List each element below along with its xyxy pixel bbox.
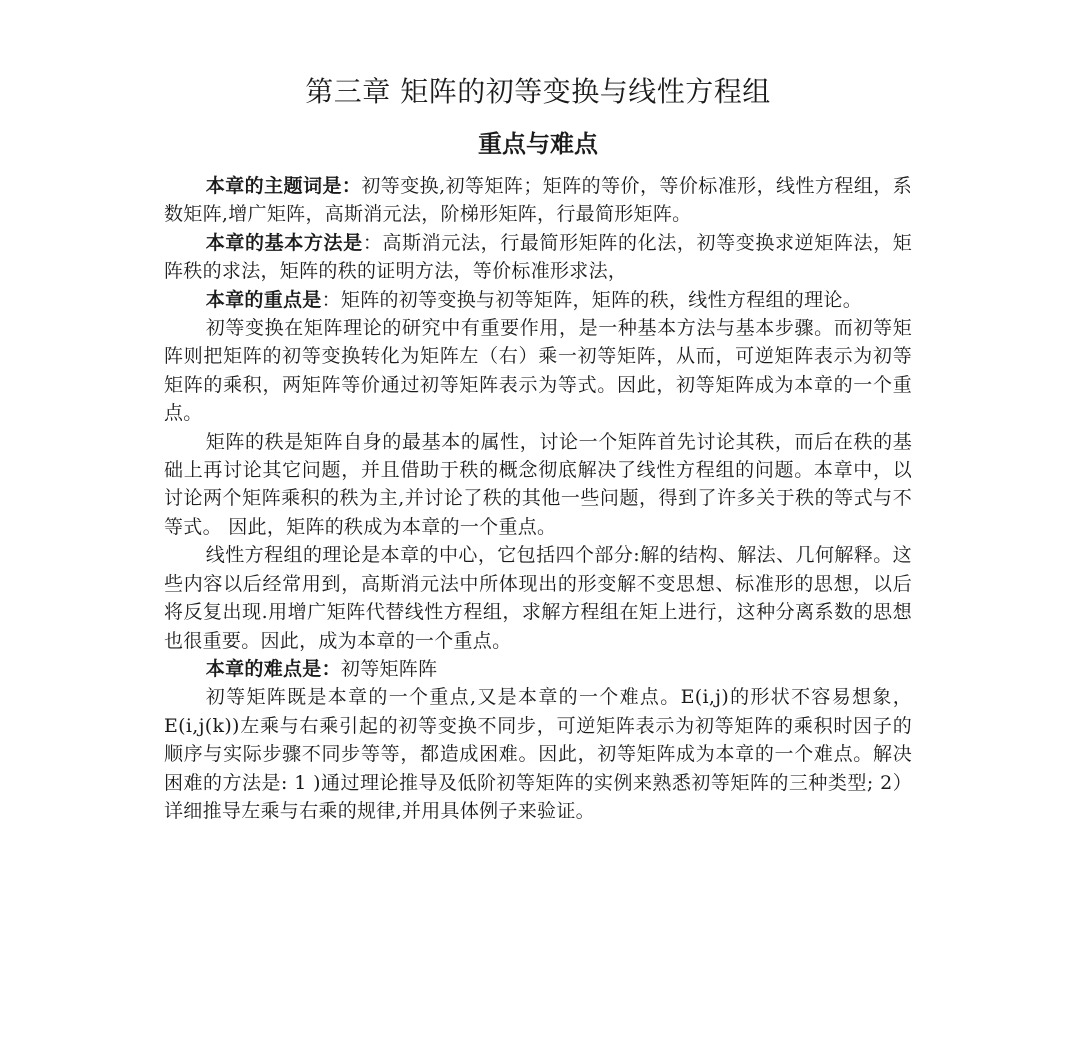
paragraph-text: 初等矩阵阵 <box>340 657 438 680</box>
paragraph-lead: 本章的难点是： <box>205 657 341 680</box>
paragraph-text: 矩阵的秩是矩阵自身的最基本的属性，讨论一个矩阵首先讨论其秩，而后在秩的基础上再讨论其它问题，并且借助于秩的概念彻底解决了线性方程组的问题。本章中，以讨论两个矩阵乘积的秩为主,并讨论了秩的其他一些问题，得到了许多关于秩的等式与不等式。 因此，矩阵的秩成为本章的一个重点。 <box>164 430 912 538</box>
paragraph-text: 初等变换,初等矩阵；矩阵的等价，等价标准形，线性方程组，系数矩阵,增广矩阵，高斯消元法，阶梯形矩阵，行最简形矩阵。 <box>164 175 912 226</box>
paragraph-methods <box>164 229 912 286</box>
document-page <box>164 70 912 825</box>
paragraph-text: 线性方程组的理论是本章的中心，它包括四个部分:解的结构、解法、几何解释。这些内容以后经常用到，高斯消元法中所体现出的形变解不变思想、标准形的思想，以后将反复出现.用增广矩阵代替线性方程组，求解方程组在矩上进行，这种分离系数的思想也很重要。因此，成为本章的一个重点。 <box>164 544 912 652</box>
paragraph-elementary-matrix <box>164 683 912 825</box>
paragraph-text: ：高斯消元法，行最简形矩阵的化法，初等变换求逆矩阵法，矩阵秩的求法，矩阵的秩的证明方法，等价标准形求法， <box>164 231 913 283</box>
paragraph-text: 初等矩阵既是本章的一个重点,又是本章的一个难点。E(i,j)的形状不容易想象，E(i,j(k))左乘与右乘引起的初等变换不同步，可逆矩阵表示为初等矩阵的乘积时因子的顺序与实际步骤不同步等等，都造成困难。因此，初等矩阵成为本章的一个难点。解决困难的方法是: 1 )通过理论推导及低阶初等矩阵的实例来熟悉初等矩阵的三种类型; 2）详细推导左乘与右乘的规律,并用具体例子来验证。 <box>164 686 912 822</box>
chapter-title: 第三章 矩阵的初等变换与线性方程组 <box>305 75 771 108</box>
paragraph-elementary-transform <box>164 314 912 428</box>
section-title: 重点与难点 <box>478 129 598 158</box>
paragraph-difficulty <box>164 655 912 683</box>
paragraph-text: 初等变换在矩阵理论的研究中有重要作用，是一种基本方法与基本步骤。而初等矩阵则把矩阵的初等变换转化为矩阵左（右）乘一初等矩阵，从而，可逆矩阵表示为初等矩阵的乘积，两矩阵等价通过初等矩阵表示为等式。因此，初等矩阵成为本章的一个重点。 <box>164 317 912 425</box>
paragraph-rank <box>164 428 912 542</box>
paragraph-text: ：矩阵的初等变换与初等矩阵，矩阵的秩，线性方程组的理论。 <box>321 288 863 311</box>
paragraph-lead: 本章的主题词是： <box>205 175 362 197</box>
paragraph-keywords <box>164 172 912 229</box>
paragraph-key-points <box>164 286 912 314</box>
paragraph-lead: 本章的重点是 <box>205 288 322 311</box>
paragraph-linear-systems <box>164 541 912 655</box>
paragraph-lead: 本章的基本方法是 <box>205 231 363 254</box>
